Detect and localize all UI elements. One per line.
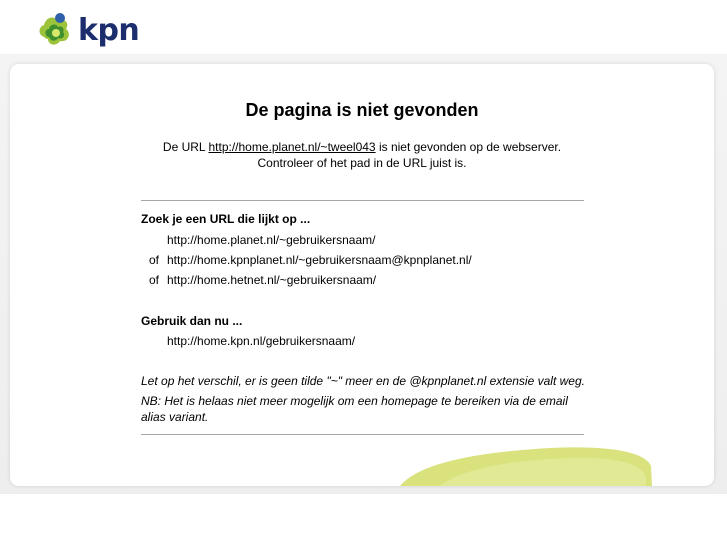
list-item-url: http://home.kpnplanet.nl/~gebruikersnaam@kpnplanet.nl/	[167, 253, 472, 267]
note-alias: NB: Het is helaas niet meer mogelijk om een homepage te bereiken via de email alias variant.	[141, 394, 568, 424]
list-item-prefix: of	[148, 253, 159, 267]
requested-url-link[interactable]: http://home.planet.nl/~tweel043	[208, 140, 376, 154]
error-card	[10, 64, 714, 486]
intro-text	[10, 139, 714, 171]
page-title: De pagina is niet gevonden	[245, 100, 479, 120]
list-item	[141, 273, 376, 287]
intro-prefix: De URL	[162, 140, 209, 154]
divider-top	[141, 200, 584, 201]
list-item	[141, 233, 375, 247]
use-url-row	[141, 334, 355, 348]
intro-line2: Controleer of het pad in de URL juist is.	[257, 156, 467, 170]
use-heading: Gebruik dan nu ...	[141, 314, 243, 328]
note-tilde: Let op het verschil, er is geen tilde "~" meer en de @kpnplanet.nl extensie valt weg.	[141, 374, 585, 388]
list-item-url: http://home.planet.nl/~gebruikersnaam/	[167, 233, 376, 247]
list-item-url: http://home.hetnet.nl/~gebruikersnaam/	[167, 273, 377, 287]
intro-suffix: is niet gevonden op de webserver.	[375, 140, 562, 154]
search-heading: Zoek je een URL die lijkt op ...	[141, 212, 311, 226]
divider-bottom	[141, 434, 584, 435]
use-url: http://home.kpn.nl/gebruikersnaam/	[167, 334, 356, 348]
kpn-logo[interactable]	[36, 10, 139, 52]
list-item	[141, 253, 472, 267]
list-item-prefix: of	[148, 273, 159, 287]
kpn-wordmark: kpn	[78, 13, 140, 48]
kpn-crown-icon	[36, 11, 74, 51]
